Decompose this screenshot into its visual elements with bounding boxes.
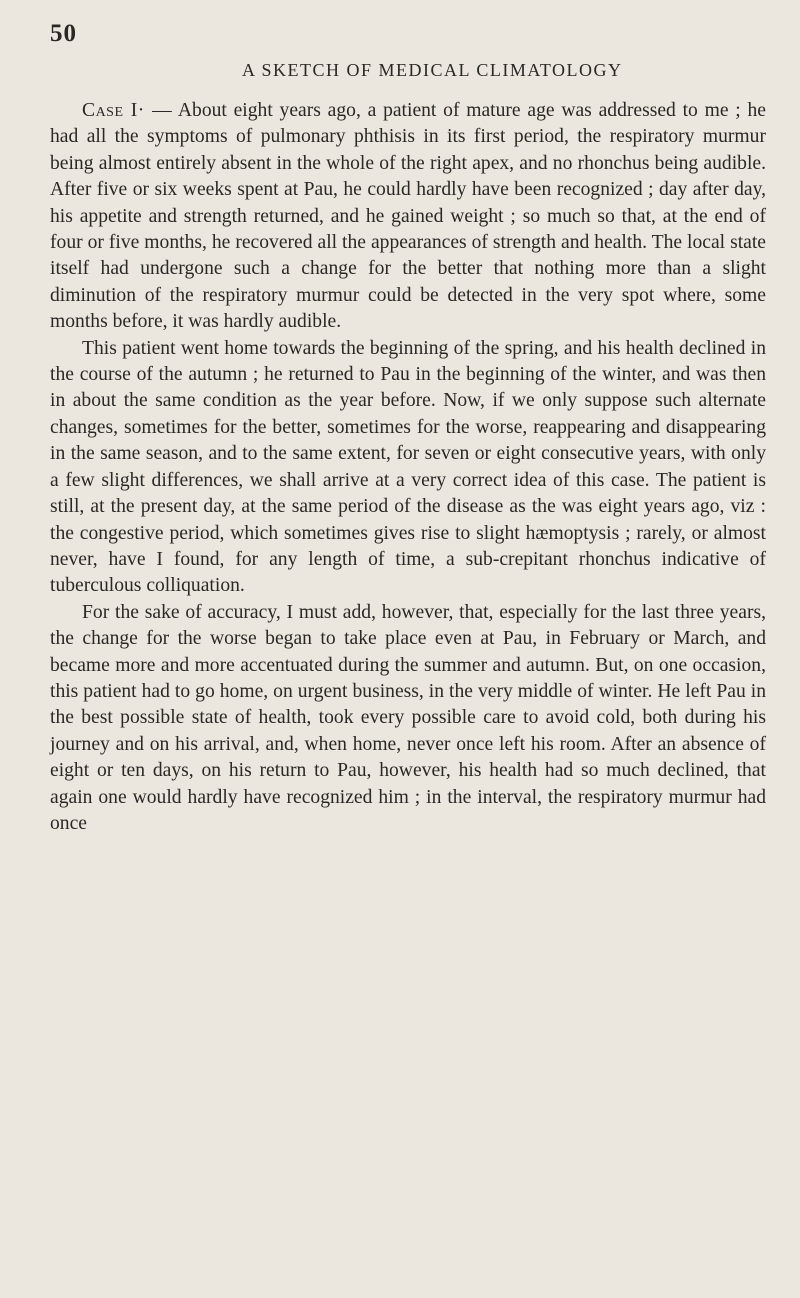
page-number: 50: [50, 20, 77, 47]
paragraph-patient-history: This patient went home towards the beginning of the spring, and his health declined in the course of the autumn ; he returned to Pau in the beginning of the winter, and was then in about the same condition as the year before. Now, if we only suppose such alternate changes, sometimes for the better, sometimes for the worse, reappearing and disappearing in the same season, and to the same extent, for seven or eight consecutive years, with only a few slight differences, we shall arrive at a very correct idea of this case. The patient is still, at the present day, at the same period of the disease as the was eight years ago, viz : the congestive period, which sometimes gives rise to slight hæmoptysis ; rarely, or almost never, have I found, for any length of time, a sub-crepitant rhonchus indicative of tuberculous colliquation.: [50, 337, 766, 597]
paragraph-accuracy-note: For the sake of accuracy, I must add, however, that, especially for the last three years, the change for the worse began to take place even at Pau, in February or March, and became more and more accentuated during the summer and autumn. But, on one occasion, this patient had to go home, on urgent business, in the very middle of winter. He left Pau in the best possible state of health, took every possible care to avoid cold, both during his journey and on his arrival, and, when home, never once left his room. After an absence of eight or ten days, on his return to Pau, however, his health had so much declined, that again one would hardly have recognized him ; in the interval, the respiratory murmur had once: [50, 601, 766, 834]
case-label: Case I· —: [82, 100, 173, 121]
running-title: A SKETCH OF MEDICAL CLIMATOLOGY: [242, 60, 623, 80]
body-text: [50, 98, 766, 837]
paragraph-text: About eight years ago, a patient of mature age was addressed to me ; he had all the symptoms of pulmonary phthisis in its first period, the respiratory murmur being almost entirely absent in the whole of the right apex, and no rhonchus being audible. After five or six weeks spent at Pau, he could hardly have been recognized ; day after day, his appetite and strength returned, and he gained weight ; so much so that, at the end of four or five months, he recovered all the appearances of strength and health. The local state itself had undergone such a change for the better that nothing more than a slight diminution of the respiratory murmur could be detected in the very spot where, some months before, it was hardly audible.: [50, 100, 766, 333]
paragraph-case-one: [50, 98, 766, 336]
